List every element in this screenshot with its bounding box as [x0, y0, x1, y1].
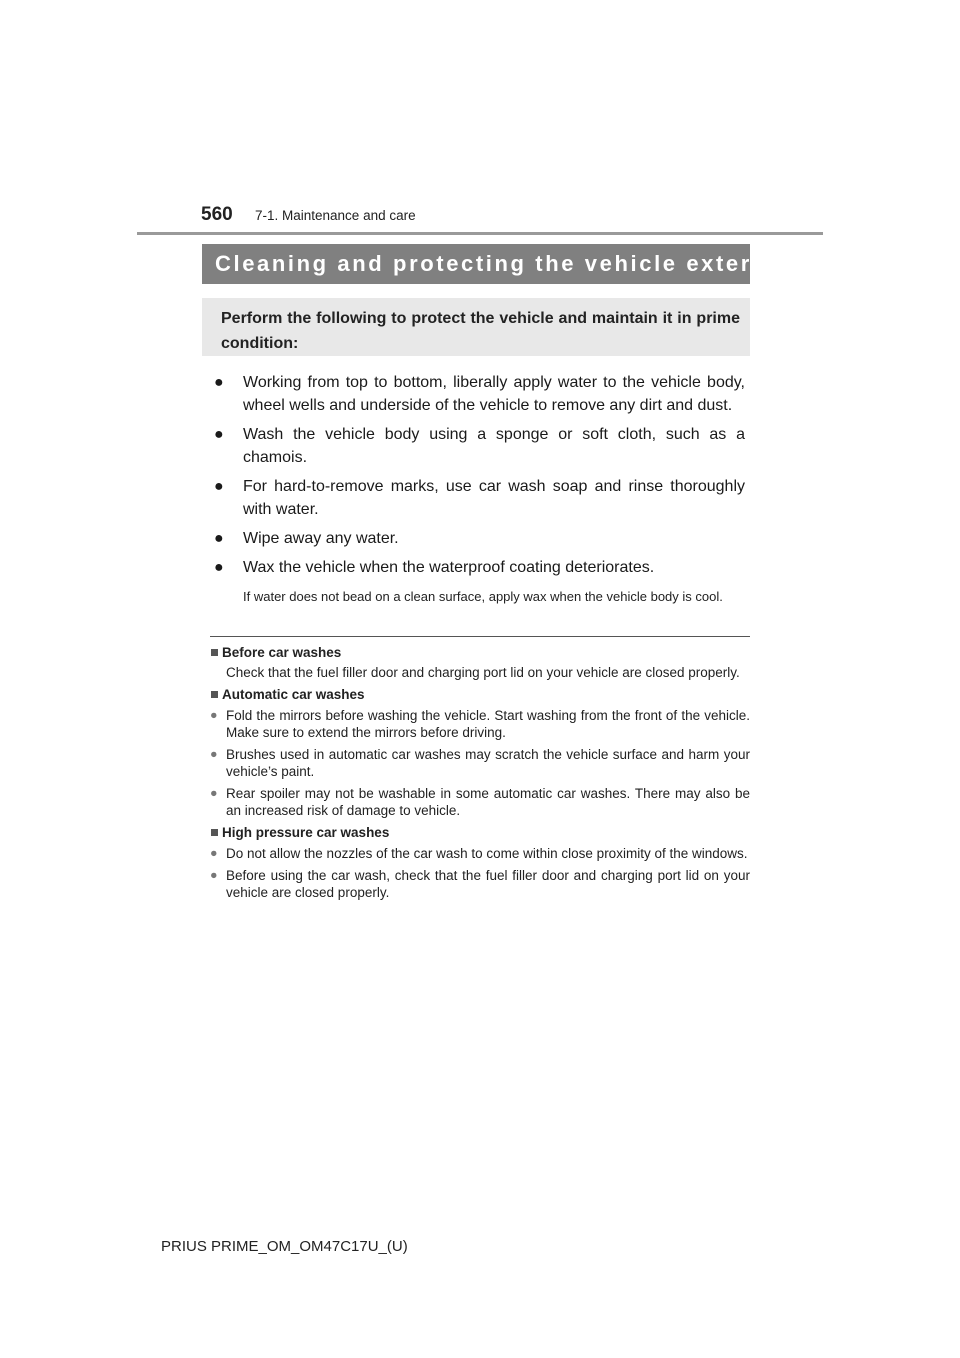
list-item: ● Working from top to bottom, liberally apply water to the vehicle body, wheel wells and underside of the vehicle to remove any dirt and dust.: [214, 371, 745, 417]
square-bullet-icon: [211, 691, 218, 698]
bullet-icon: ●: [214, 478, 224, 495]
page-number: 560: [201, 204, 233, 225]
list-item: ● Before using the car wash, check that the fuel filler door and charging port lid on your vehicle are closed properly.: [210, 868, 750, 900]
wax-note: If water does not bead on a clean surface, apply wax when the vehicle body is cool.: [243, 589, 723, 604]
list-item: ● Rear spoiler may not be washable in some automatic car washes. There may also be an increased risk of damage to vehicle.: [210, 786, 750, 818]
list-item: ● Brushes used in automatic car washes may scratch the vehicle surface and harm your vehicle’s paint.: [210, 747, 750, 779]
bullet-icon: ●: [210, 868, 218, 882]
list-item: ● Do not allow the nozzles of the car wash to come within close proximity of the windows.: [210, 846, 748, 861]
note-heading-high-pressure: High pressure car washes: [210, 824, 750, 842]
section-label: 7-1. Maintenance and care: [255, 208, 416, 223]
bullet-icon: ●: [214, 374, 224, 391]
page-title: Cleaning and protecting the vehicle exterior: [202, 244, 750, 284]
header-divider: [137, 232, 823, 235]
list-item: ● Wipe away any water.: [214, 527, 745, 550]
bullet-icon: ●: [214, 426, 224, 443]
notes-section: [210, 644, 750, 906]
square-bullet-icon: [211, 829, 218, 836]
list-item: ● Wash the vehicle body using a sponge or soft cloth, such as a chamois.: [214, 423, 745, 469]
bullet-icon: ●: [210, 747, 218, 761]
bullet-icon: ●: [214, 530, 224, 547]
list-item: ● Fold the mirrors before washing the vehicle. Start washing from the front of the vehicle. Make sure to extend the mirrors before driving.: [210, 708, 750, 740]
footer-doc-id: PRIUS PRIME_OM_OM47C17U_(U): [161, 1238, 408, 1255]
notes-divider: [210, 636, 750, 637]
note-heading-before: Before car washes: [210, 644, 750, 662]
list-item: ● Wax the vehicle when the waterproof coating deteriorates.: [214, 556, 745, 579]
bullet-icon: ●: [210, 786, 218, 800]
bullet-icon: ●: [210, 708, 218, 722]
intro-box: Perform the following to protect the vehicle and maintain it in prime condition:: [202, 298, 750, 356]
note-body-before: Check that the fuel filler door and charging port lid on your vehicle are closed properly.: [226, 665, 740, 680]
cleaning-steps-list: [214, 371, 745, 585]
square-bullet-icon: [211, 649, 218, 656]
bullet-icon: ●: [214, 559, 224, 576]
bullet-icon: ●: [210, 846, 218, 860]
note-heading-automatic: Automatic car washes: [210, 686, 750, 704]
list-item: ● For hard-to-remove marks, use car wash soap and rinse thoroughly with water.: [214, 475, 745, 521]
